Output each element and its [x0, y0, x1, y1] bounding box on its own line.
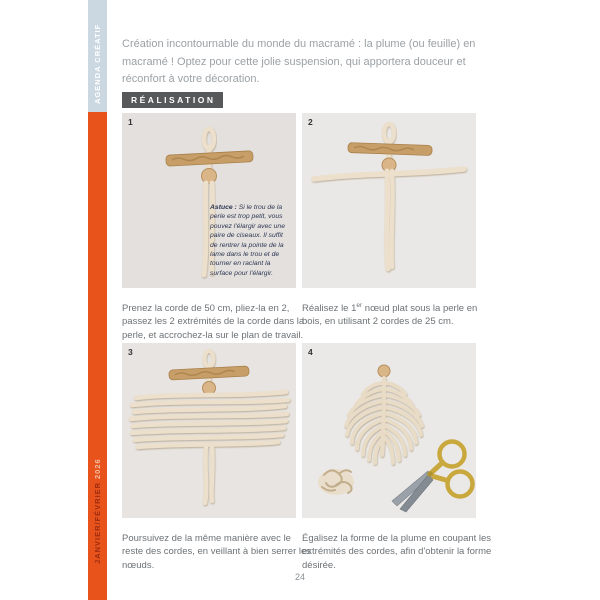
- sidebar-section-label: [88, 18, 107, 110]
- caption-2-end: nœud plat sous la perle en bois, en utilisant 2 cordes de 25 cm.: [302, 302, 478, 327]
- step-caption-3: Poursuivez de la même manière avec le reste des cordes, en veillant à bien serrer les nœuds.: [122, 532, 312, 571]
- intro-text: Création incontournable du monde du macramé : la plume (ou feuille) en macramé ! Optez pour cette jolie suspension, qui apportera douceur et réconfort à votre décoration.: [122, 38, 476, 85]
- caption-2-ordinal: er: [356, 301, 363, 309]
- step-number-4: 4: [308, 347, 313, 357]
- feather-barbs: [346, 378, 422, 463]
- sidebar-section-text: AGENDA CRÉATIF: [93, 23, 102, 105]
- step-photo-3: [122, 343, 296, 518]
- step-caption-2: [302, 302, 498, 329]
- step-caption-4: Égalisez la forme de la plume en coupant les extrémités des cordes, afin d'obtenir la forme désirée.: [302, 532, 492, 571]
- cord-trimmings: [318, 469, 354, 495]
- step-number-1: 1: [128, 117, 133, 127]
- step-photo-1: [122, 113, 296, 288]
- finished-feather-scissors-illustration: [302, 343, 476, 518]
- caption-2-start: Réalisez le 1: [302, 302, 357, 314]
- tip-label: Astuce :: [210, 204, 237, 211]
- step-caption-1: Prenez la corde de 50 cm, pliez-la en 2, passez les 2 extrémités de la corde dans la perle, et accrochez-la sur le plan de travail.: [122, 302, 305, 341]
- step-photo-2: [302, 113, 476, 288]
- macrame-rows-illustration: [122, 343, 296, 518]
- step-photo-4: [302, 343, 476, 518]
- macrame-first-knot-illustration: [302, 113, 476, 288]
- step-number-2: 2: [308, 117, 313, 127]
- sidebar-issue-label: [88, 448, 107, 574]
- page-number: 24: [294, 572, 305, 582]
- tip-text: Si le trou de la perle est trop petit, vous pouvez l'élargir avec une paire de ciseaux. Il suffit de rentrer la pointe de la lame dans le trou et de tourner en raclant la surface pour l'élargir.: [210, 204, 285, 277]
- sidebar-issue-year: 2026: [93, 458, 102, 479]
- tip-overlay: [210, 203, 292, 278]
- step-number-3: 3: [128, 347, 133, 357]
- sidebar-issue-month: JANVIER/FÉVRIER: [93, 481, 102, 564]
- section-badge: RÉALISATION: [122, 92, 223, 108]
